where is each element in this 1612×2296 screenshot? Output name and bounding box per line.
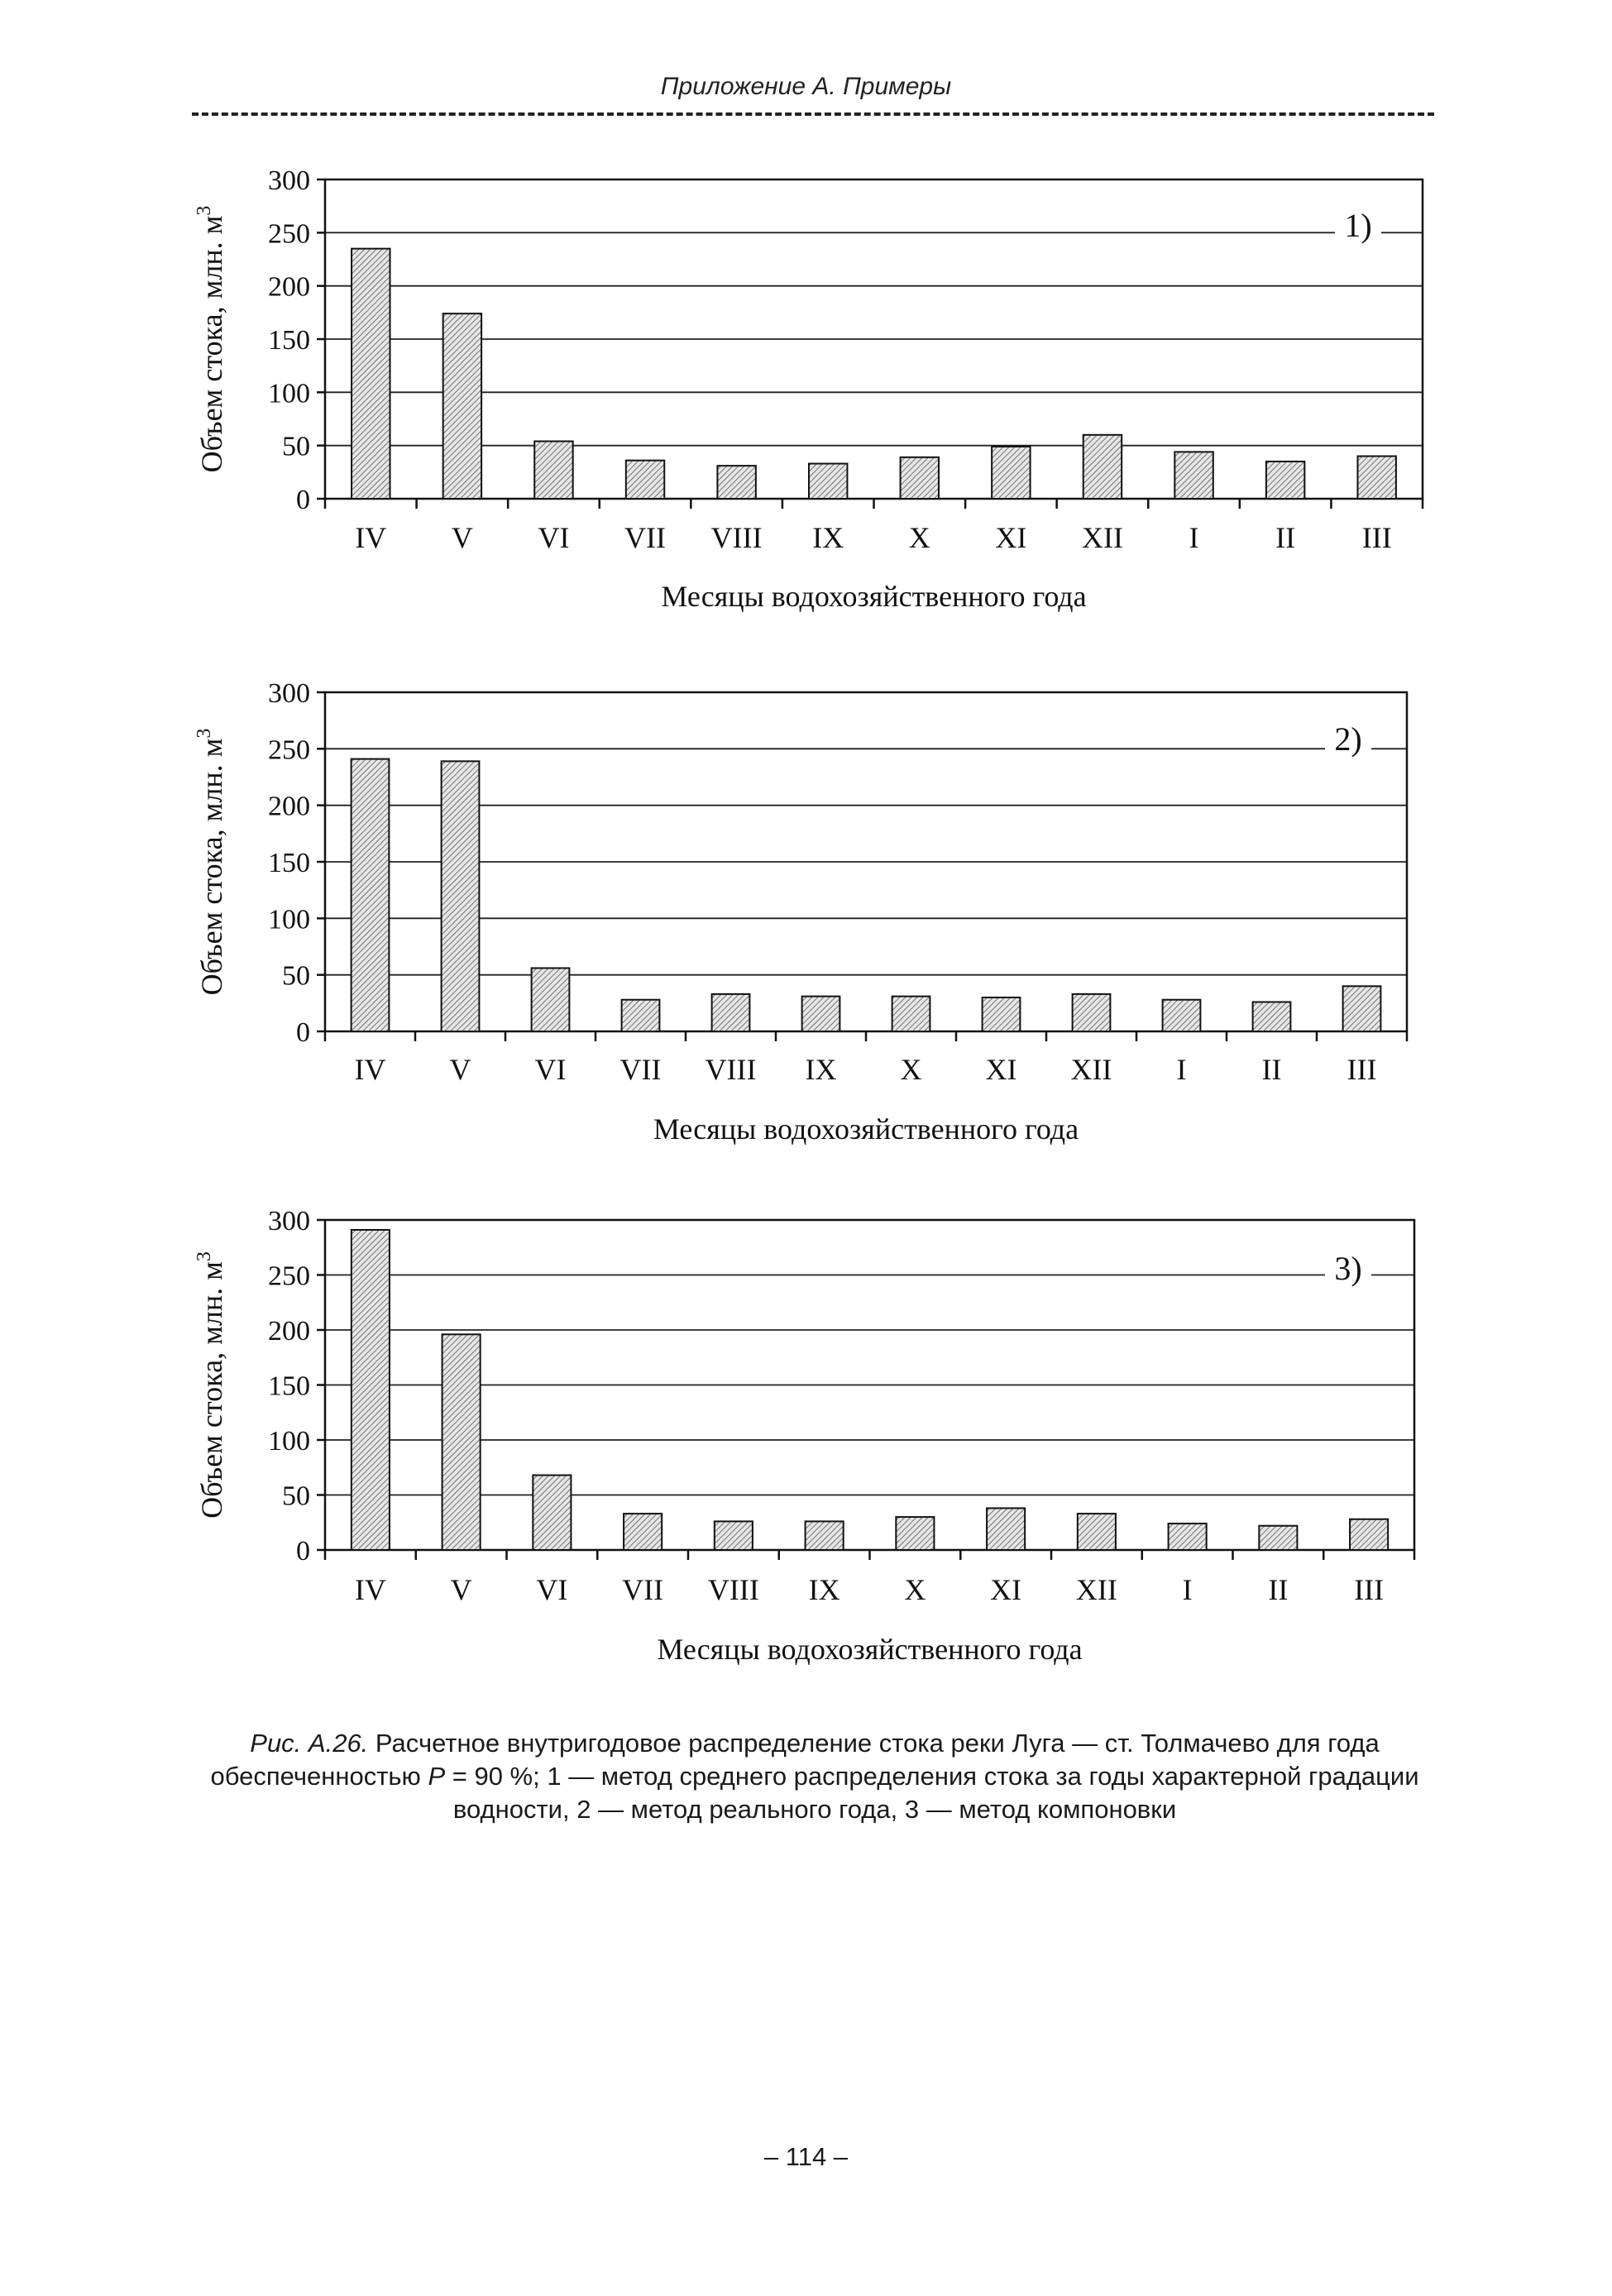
panel-label: 2) [1334,720,1362,758]
x-tick-label: V [449,1053,471,1086]
chart-2 [0,674,1612,1162]
y-tick-label: 150 [268,325,310,356]
x-tick-label: V [451,521,473,554]
x-tick-label: XII [1075,1573,1117,1606]
bar-XI [992,447,1030,499]
y-tick-label: 200 [268,271,310,303]
y-axis-label-text: Объем стока, млн. м [195,215,228,473]
figure-caption [178,1727,1452,1826]
chart-3 [0,1199,1612,1679]
x-tick-label: X [904,1573,926,1606]
page-number: – 114 – [763,2142,849,2171]
bar-IX [802,997,840,1031]
bar-III [1350,1519,1388,1550]
x-tick-label: XI [990,1573,1022,1606]
running-header: Приложение А. Примеры [660,73,952,100]
bar-VI [533,1476,571,1550]
x-tick-label: II [1268,1573,1289,1606]
x-tick-label: VIII [705,1053,757,1086]
bar-VI [534,442,572,499]
y-tick-label: 200 [268,791,310,822]
x-tick-label: IX [812,521,844,554]
x-tick-label: IV [354,1573,386,1606]
chart-2-svg [0,674,1612,1162]
x-axis-label: Месяцы водохозяйственного года [661,580,1087,613]
x-tick-label: IV [354,1053,386,1086]
bar-V [443,313,481,499]
bar-IX [806,1521,844,1550]
bar-V [442,761,480,1031]
x-tick-label: XII [1081,521,1123,554]
x-axis-label: Месяцы водохозяйственного года [657,1633,1083,1666]
x-tick-label: V [450,1573,472,1606]
y-axis-label-superscript: 3 [194,205,215,216]
x-tick-label: III [1361,521,1392,554]
bar-XII [1073,994,1111,1031]
x-tick-label: VII [619,1053,662,1086]
x-tick-label: VI [534,1053,567,1086]
y-tick-label: 0 [296,1536,310,1567]
y-tick-label: 0 [296,1017,310,1048]
x-tick-label: XI [985,1053,1017,1086]
y-tick-label: 300 [268,678,310,709]
caption-variable: P [428,1762,446,1791]
x-tick-label: XI [995,521,1027,554]
bar-III [1357,457,1395,499]
bar-X [901,457,939,499]
x-tick-label: I [1176,1053,1187,1086]
x-tick-label: IX [805,1053,837,1086]
bar-II [1259,1526,1297,1550]
x-tick-label: II [1261,1053,1282,1086]
y-tick-label: 250 [268,218,310,250]
y-axis-label-text: Объем стока, млн. м [195,738,228,996]
x-tick-label: X [908,521,930,554]
x-tick-label: I [1182,1573,1193,1606]
x-tick-label: VI [536,1573,568,1606]
bar-VIII [717,466,755,499]
y-tick-label: 200 [268,1316,310,1347]
y-axis-label [194,729,228,996]
x-tick-label: VIII [710,521,763,554]
y-tick-label: 250 [268,734,310,766]
y-tick-label: 250 [268,1260,310,1292]
bar-V [442,1334,481,1550]
bar-VI [532,968,570,1031]
bar-VII [626,461,664,499]
y-tick-label: 150 [268,848,310,878]
x-tick-label: XII [1070,1053,1112,1086]
y-tick-label: 300 [268,165,310,196]
x-axis-label: Месяцы водохозяйственного года [653,1112,1079,1146]
y-tick-label: 100 [268,904,310,935]
y-tick-label: 50 [282,960,310,992]
x-tick-label: III [1354,1573,1385,1606]
bar-II [1266,462,1304,499]
bar-XII [1078,1514,1116,1550]
x-tick-label: VII [624,521,667,554]
x-tick-label: VIII [707,1573,759,1606]
bar-XII [1083,435,1122,499]
caption-text-part2: = 90 %; 1 — метод среднего распределения стока за годы характерной градации водности, 2 — метод реального года, 3 — метод компоновки [445,1762,1419,1824]
bar-I [1169,1523,1207,1550]
caption-text-part1: Расчетное внутригодовое распределение стока реки Луга — ст. Толмачево для года обеспеченностью [210,1729,1380,1791]
x-tick-label: I [1189,521,1199,554]
header-dashed-rule [192,112,1434,116]
bar-I [1174,452,1213,499]
bar-XI [987,1508,1025,1550]
y-axis-label-superscript: 3 [194,1251,215,1262]
x-tick-label: VII [622,1573,664,1606]
x-tick-label: IV [355,521,387,554]
y-axis-label-superscript: 3 [194,728,215,739]
bar-IX [809,464,847,499]
y-tick-label: 50 [282,431,310,462]
bar-I [1163,1000,1201,1031]
chart-1 [0,157,1612,637]
bar-IV [352,1230,390,1550]
x-tick-label: IX [808,1573,840,1606]
x-tick-label: II [1275,521,1296,554]
bar-X [896,1517,934,1550]
bar-X [892,997,930,1031]
panel-label: 3) [1334,1250,1362,1287]
bar-VIII [715,1521,753,1550]
bar-IV [352,759,390,1031]
y-tick-label: 300 [268,1206,310,1236]
y-tick-label: 50 [282,1480,310,1512]
y-tick-label: 100 [268,1426,310,1457]
y-axis-label [194,1251,228,1519]
x-tick-label: VI [538,521,570,554]
bar-III [1343,986,1381,1031]
y-axis-label-text: Объем стока, млн. м [195,1261,228,1519]
chart-1-svg [0,157,1612,637]
x-tick-label: III [1347,1053,1377,1086]
x-tick-label: X [900,1053,922,1086]
y-tick-label: 0 [296,485,310,515]
bar-VII [624,1514,662,1550]
caption-label: Рис. А.26. [250,1729,369,1758]
bar-IV [352,249,390,499]
y-tick-label: 150 [268,1370,310,1402]
y-axis-label [194,206,228,473]
y-tick-label: 100 [268,378,310,409]
bar-VII [622,1000,660,1031]
chart-3-svg [0,1199,1612,1679]
panel-label: 1) [1344,207,1372,244]
bar-II [1253,1002,1291,1031]
bar-XI [983,997,1021,1031]
bar-VIII [712,994,750,1031]
